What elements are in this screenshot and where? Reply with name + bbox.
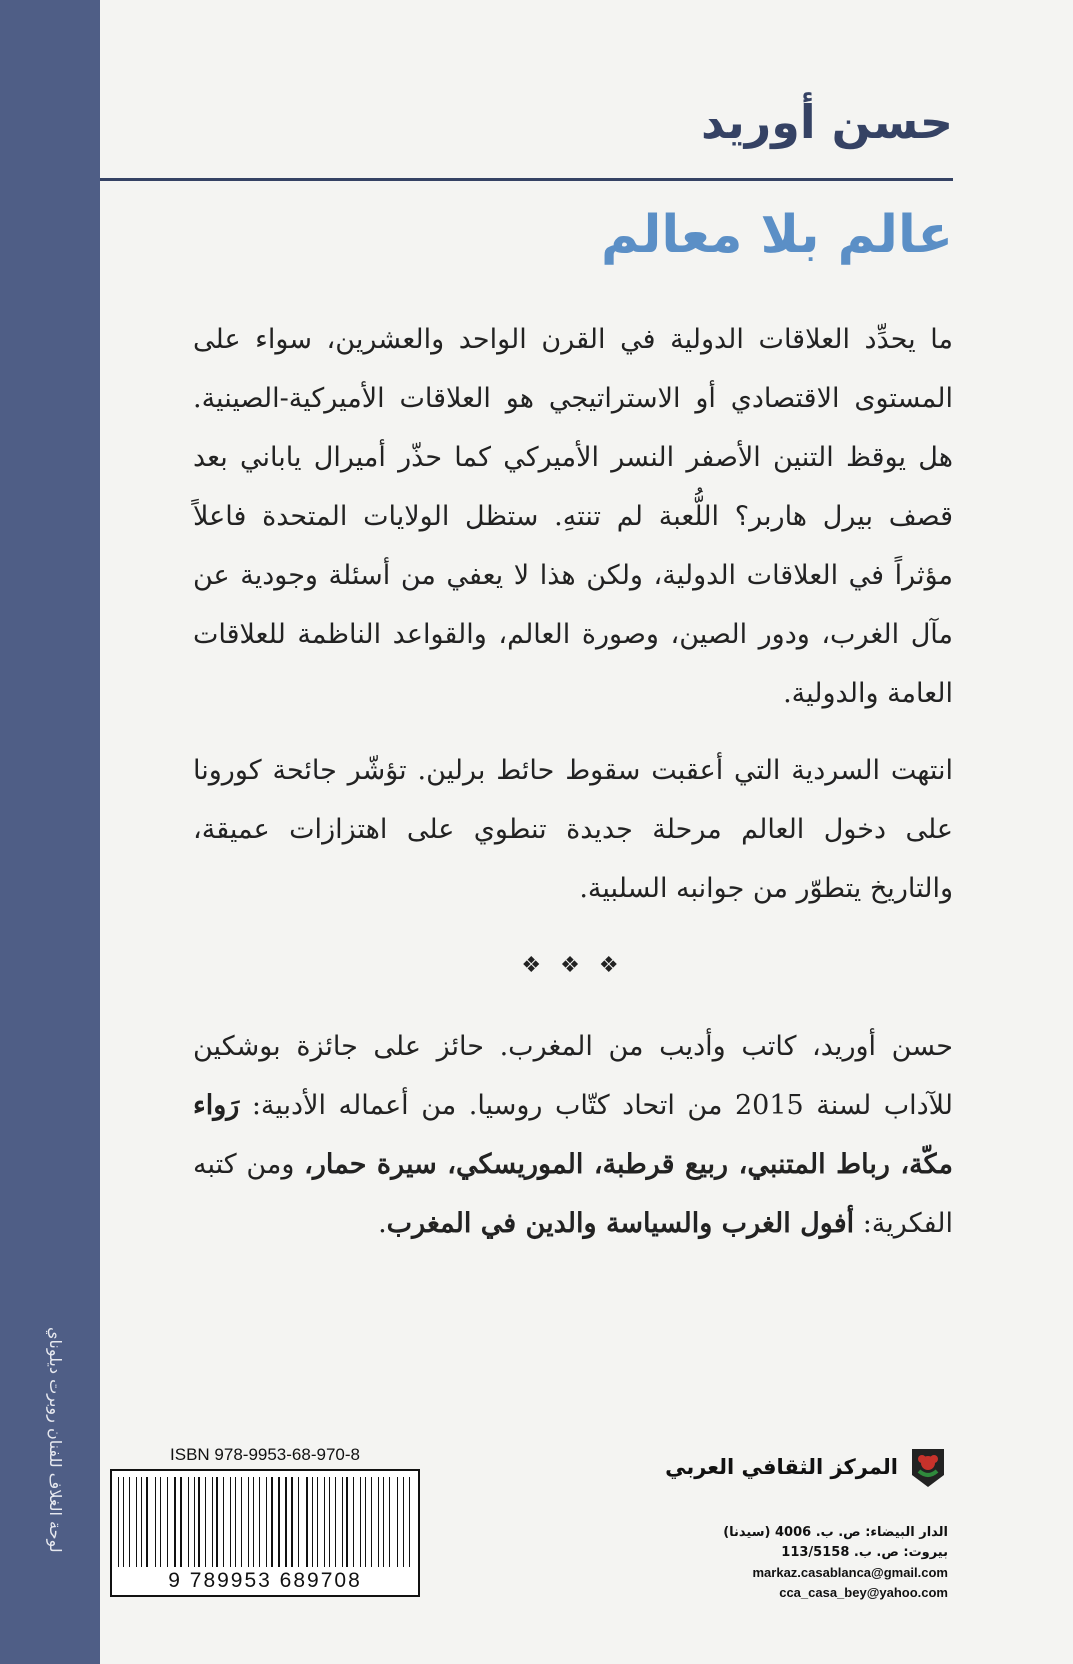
bio-literary-works: رَواء مكّة، رباط المتنبي، ربيع قرطبة، الموريسكي، سيرة حمار، xyxy=(193,1090,953,1180)
barcode-bar xyxy=(132,1477,133,1567)
back-cover xyxy=(100,0,1073,1664)
barcode-bar xyxy=(399,1477,400,1567)
barcode-bar xyxy=(248,1477,249,1567)
barcode-bar xyxy=(365,1477,366,1567)
barcode-bar xyxy=(409,1477,410,1567)
barcode-bar xyxy=(244,1477,245,1567)
barcode-bar xyxy=(145,1477,146,1567)
barcode-bar xyxy=(198,1477,200,1567)
blurb-paragraph-1: ما يحدِّد العلاقات الدولية في القرن الواحد والعشرين، سواء على المستوى الاقتصادي أو الاستراتيجي هو العلاقات الأميركية-الصينية. هل يوقظ التنين الأصفر النسر الأميركي كما حذّر أميرال ياباني بعد قصف بيرل هاربر؟ اللُّعبة لم تنتهِ. ستظل الولايات المتحدة فاعلاً مؤثراً في العلاقات الدولية، ولكن هذا لا يعفي من أسئلة وجودية عن مآل الغرب، ودور الصين، وصورة العالم، والقواعد الناظمة للعلاقات العامة والدولية. xyxy=(193,324,953,709)
barcode-bar xyxy=(346,1477,348,1567)
barcode-bar xyxy=(337,1477,339,1567)
barcode-bar xyxy=(282,1477,283,1567)
barcode-bar xyxy=(208,1477,210,1567)
barcode-bar xyxy=(205,1477,206,1567)
barcode-bar xyxy=(257,1477,258,1567)
bio-end: . xyxy=(378,1208,387,1239)
barcode-bar xyxy=(185,1477,187,1567)
barcode-bar xyxy=(356,1477,357,1567)
barcode-bar xyxy=(157,1477,158,1567)
barcode-bar xyxy=(342,1477,343,1567)
barcode-bar xyxy=(118,1477,119,1567)
barcode-bar xyxy=(312,1477,313,1567)
barcode-bar xyxy=(196,1477,197,1567)
barcode-bars xyxy=(118,1477,412,1567)
barcode-bar xyxy=(177,1477,178,1567)
section-separator: ❖ ❖ ❖ xyxy=(521,953,625,978)
barcode-bar xyxy=(301,1477,303,1567)
barcode-bar xyxy=(239,1477,240,1567)
bio-intro: حسن أوريد، كاتب وأديب من المغرب. حائز على جائزة بوشكين للآداب لسنة 2015 من اتحاد كتّاب روسيا. من أعماله الأدبية: xyxy=(193,1031,953,1121)
barcode-bar xyxy=(276,1477,278,1567)
barcode-bar xyxy=(155,1477,157,1567)
barcode-bar xyxy=(392,1477,394,1567)
barcode-bar xyxy=(235,1477,236,1567)
blurb-paragraph-2: انتهت السردية التي أعقبت سقوط حائط برلين. تؤشّر جائحة كورونا على دخول العالم مرحلة جديدة تنطوي على اهتزازات عميقة، والتاريخ يتطوّر من جوانبه السلبية. xyxy=(193,755,953,904)
blurb xyxy=(193,310,953,1271)
barcode-bar xyxy=(127,1477,128,1567)
barcode-bar xyxy=(146,1477,148,1567)
barcode-bar xyxy=(278,1477,279,1567)
isbn-label: ISBN 978-9953-68-970-8 xyxy=(170,1445,360,1464)
barcode-bar xyxy=(271,1477,273,1567)
barcode-bar xyxy=(371,1477,372,1567)
barcode-bar xyxy=(160,1477,161,1567)
barcode-bar xyxy=(262,1477,263,1567)
barcode-frame xyxy=(110,1469,420,1597)
barcode-bar xyxy=(223,1477,224,1567)
barcode-bar xyxy=(288,1477,289,1567)
barcode-bar xyxy=(306,1477,308,1567)
book-title: عالم بلا معالم xyxy=(601,205,953,265)
barcode-bar xyxy=(225,1477,227,1567)
barcode-bar xyxy=(167,1477,168,1567)
barcode-bar xyxy=(353,1477,354,1567)
barcode-bar xyxy=(298,1477,299,1567)
barcode-bar xyxy=(141,1477,142,1567)
barcode-bar xyxy=(369,1477,370,1567)
bio-intellectual-prefix: ومن كتبه الفكرية: xyxy=(193,1149,953,1239)
publisher-casablanca-address: الدار البيضاء: ص. ب. 4006 (سيدنا) xyxy=(723,1525,948,1540)
barcode-digits: 9 789953 689708 xyxy=(168,1569,362,1592)
barcode-bar xyxy=(397,1477,399,1567)
author-bio xyxy=(193,1017,953,1253)
barcode-bar xyxy=(259,1477,260,1567)
barcode-bar xyxy=(406,1477,408,1567)
publisher-name: المركز الثقافي العربي xyxy=(665,1455,898,1479)
barcode-bar xyxy=(188,1477,189,1567)
barcode-bar xyxy=(123,1477,124,1567)
barcode-bar xyxy=(267,1477,269,1567)
barcode-bar xyxy=(335,1477,336,1567)
barcode-bar xyxy=(351,1477,352,1567)
spine-band xyxy=(0,0,100,1664)
barcode-bar xyxy=(216,1477,218,1567)
barcode-bar xyxy=(136,1477,137,1567)
barcode-bar xyxy=(362,1477,364,1567)
publisher-header xyxy=(648,1445,948,1489)
publisher-beirut-address: بيروت: ص. ب. 113/5158 xyxy=(781,1545,948,1560)
publisher-email-2: cca_casa_bey@yahoo.com xyxy=(779,1585,948,1600)
barcode-bar xyxy=(383,1477,384,1567)
barcode-bar xyxy=(329,1477,331,1567)
barcode-bar xyxy=(389,1477,391,1567)
barcode-bar xyxy=(333,1477,334,1567)
barcode-bar xyxy=(326,1477,327,1567)
barcode-bar xyxy=(232,1477,233,1567)
barcode-bar xyxy=(319,1477,321,1567)
barcode-bar xyxy=(360,1477,361,1567)
barcode-bar xyxy=(403,1477,404,1567)
cover-art-credit: لوحة الغلاف للفنان روبرت ديلوناي xyxy=(46,1327,65,1553)
barcode-bar xyxy=(230,1477,231,1567)
barcode-bar xyxy=(170,1477,172,1567)
barcode-bar xyxy=(250,1477,251,1567)
barcode-bar xyxy=(309,1477,310,1567)
barcode-bar xyxy=(291,1477,293,1567)
barcode-bar xyxy=(324,1477,325,1567)
barcode-bar xyxy=(180,1477,182,1567)
barcode-bar xyxy=(387,1477,388,1567)
barcode-bar xyxy=(374,1477,375,1567)
barcode-bar xyxy=(203,1477,204,1567)
publisher-flower-logo-icon xyxy=(908,1445,948,1489)
barcode-bar xyxy=(194,1477,195,1567)
isbn-barcode xyxy=(110,1445,420,1597)
barcode-bar xyxy=(150,1477,152,1567)
author-name: حسن أوريد xyxy=(700,95,953,149)
barcode-bar xyxy=(253,1477,254,1567)
publisher-email-1: markaz.casablanca@gmail.com xyxy=(752,1565,948,1580)
barcode-bar xyxy=(174,1477,176,1567)
barcode-bar xyxy=(317,1477,318,1567)
barcode-bar xyxy=(214,1477,215,1567)
barcode-bar xyxy=(296,1477,298,1567)
barcode-bar xyxy=(221,1477,222,1567)
barcode-bar xyxy=(191,1477,192,1567)
barcode-bar xyxy=(344,1477,345,1567)
barcode-bar xyxy=(138,1477,139,1567)
bio-intellectual-works: أفول الغرب والسياسة والدين في المغرب xyxy=(386,1208,855,1239)
publisher-block xyxy=(648,1445,948,1603)
barcode-bar xyxy=(164,1477,166,1567)
barcode-bar xyxy=(378,1477,379,1567)
barcode-bar xyxy=(241,1477,243,1567)
barcode-bar xyxy=(266,1477,267,1567)
header-divider xyxy=(100,178,953,181)
barcode-bar xyxy=(129,1477,130,1567)
barcode-bar xyxy=(120,1477,122,1567)
barcode-bar xyxy=(315,1477,316,1567)
barcode-bar xyxy=(380,1477,381,1567)
barcode-bar xyxy=(212,1477,213,1567)
barcode-bar xyxy=(285,1477,287,1567)
